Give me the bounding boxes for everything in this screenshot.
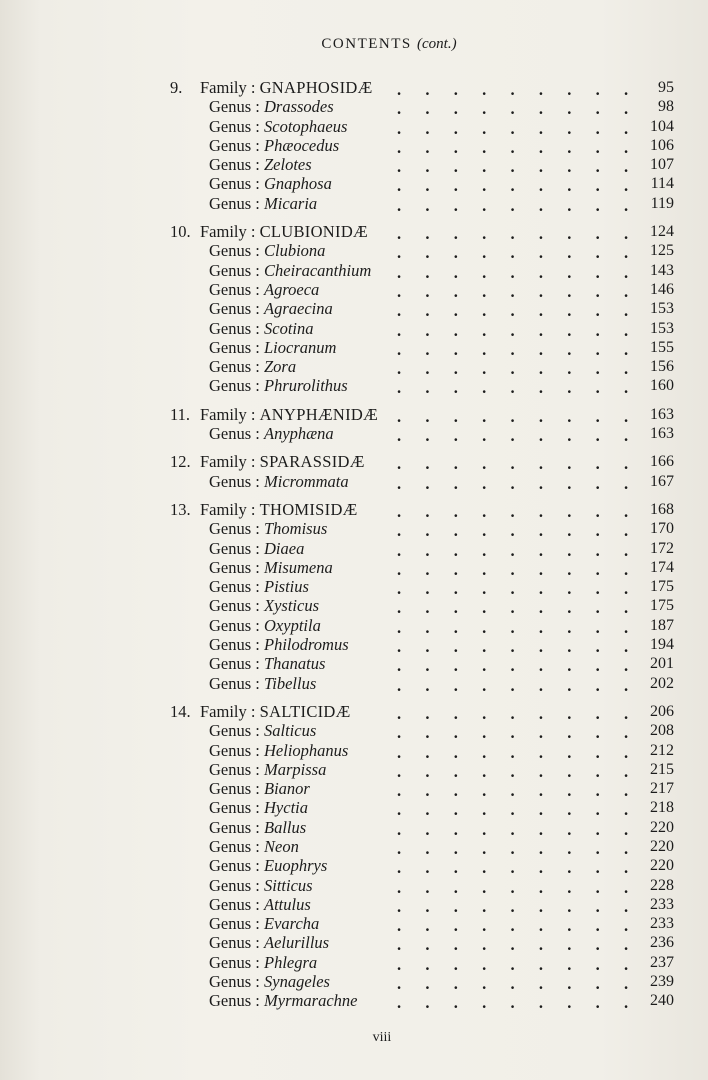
- family-name: ANYPHÆNIDÆ: [259, 404, 379, 424]
- dot-leader: . . . . . . . . .: [396, 176, 629, 196]
- genus-page-number: 153: [650, 300, 674, 318]
- genus-heading: [209, 136, 339, 155]
- family-label: Family :: [200, 404, 256, 424]
- genus-label: Genus :: [209, 894, 260, 914]
- genus-row: [0, 741, 708, 760]
- genus-name: Liocranum: [264, 337, 337, 357]
- dot-leader: . . . . . . . . .: [396, 118, 629, 138]
- dot-leader: . . . . . . . . .: [396, 742, 629, 762]
- dot-leader: . . . . . . . . .: [396, 819, 629, 839]
- dot-leader: . . . . . . . . .: [396, 320, 629, 340]
- genus-label: Genus :: [209, 424, 260, 444]
- genus-name: Hyctia: [264, 798, 308, 818]
- genus-label: Genus :: [209, 97, 260, 117]
- genus-row: [0, 261, 708, 280]
- genus-row: [0, 472, 708, 491]
- dot-leader: . . . . . . . . .: [396, 359, 629, 379]
- family-name: GNAPHOSIDÆ: [259, 78, 373, 97]
- genus-heading: [209, 424, 334, 443]
- genus-page-number: 220: [650, 857, 674, 875]
- dot-leader: . . . . . . . . .: [396, 540, 629, 560]
- genus-heading: [209, 357, 296, 376]
- genus-name: Myrmarachne: [264, 991, 358, 1011]
- dot-leader: . . . . . . . . .: [396, 617, 629, 637]
- genus-page-number: 172: [650, 539, 674, 557]
- genus-row: [0, 895, 708, 914]
- genus-name: Agroeca: [264, 279, 320, 299]
- dot-leader: . . . . . . . . .: [396, 99, 629, 119]
- page-number: viii: [372, 1030, 392, 1045]
- genus-page-number: 175: [650, 597, 674, 615]
- genus-name: Evarcha: [264, 914, 320, 934]
- genus-page-number: 236: [650, 934, 674, 952]
- genus-row: [0, 155, 708, 177]
- genus-row: [0, 194, 708, 213]
- genus-heading: [209, 798, 308, 817]
- genus-heading: [209, 472, 349, 491]
- family-entry: [0, 222, 708, 396]
- genus-label: Genus :: [209, 836, 260, 856]
- genus-name: Drassodes: [264, 97, 334, 117]
- dot-leader: . . . . . . . . .: [396, 675, 629, 695]
- genus-label: Genus :: [209, 260, 260, 280]
- genus-label: Genus :: [209, 952, 260, 972]
- family-heading: [170, 500, 358, 519]
- genus-heading: [209, 876, 313, 895]
- genus-name: Aelurillus: [264, 933, 330, 953]
- family-page-number: 206: [650, 702, 674, 720]
- genus-page-number: 170: [650, 520, 674, 538]
- genus-label: Genus :: [209, 241, 260, 261]
- genus-name: Neon: [264, 836, 299, 856]
- genus-heading: [209, 674, 316, 693]
- genus-heading: [209, 539, 304, 558]
- genus-name: Phlegra: [264, 952, 318, 972]
- genus-page-number: 114: [650, 175, 674, 193]
- dot-leader: . . . . . . . . .: [396, 935, 629, 955]
- genus-heading: [209, 241, 325, 260]
- genus-heading: [209, 261, 371, 280]
- family-page-number: 163: [650, 405, 674, 423]
- genus-row: [0, 376, 708, 398]
- genus-row: [0, 818, 708, 837]
- genus-heading: [209, 818, 306, 837]
- genus-page-number: 228: [650, 876, 674, 894]
- genus-page-number: 220: [650, 837, 674, 855]
- dot-leader: . . . . . . . . .: [396, 243, 629, 263]
- genus-row: [0, 338, 708, 357]
- genus-heading: [209, 933, 329, 952]
- genus-page-number: 233: [650, 915, 674, 933]
- genus-row: [0, 856, 708, 878]
- family-row: [0, 222, 708, 244]
- genus-label: Genus :: [209, 933, 260, 953]
- genus-row: [0, 519, 708, 541]
- dot-leader: . . . . . . . . .: [396, 339, 629, 359]
- dot-leader: . . . . . . . . .: [396, 80, 629, 99]
- genus-row: [0, 136, 708, 155]
- genus-row: [0, 241, 708, 263]
- family-page-number: 168: [650, 500, 674, 518]
- genus-label: Genus :: [209, 557, 260, 577]
- genus-row: [0, 539, 708, 558]
- genus-heading: [209, 616, 321, 635]
- dot-leader: . . . . . . . . .: [396, 454, 629, 474]
- genus-page-number: 98: [658, 98, 674, 116]
- genus-label: Genus :: [209, 972, 260, 992]
- genus-label: Genus :: [209, 635, 260, 655]
- dot-leader: . . . . . . . . .: [396, 896, 629, 916]
- genus-name: Oxyptila: [264, 615, 321, 635]
- genus-page-number: 201: [650, 655, 674, 673]
- family-row: [0, 452, 708, 474]
- genus-name: Cheiracanthium: [264, 260, 372, 280]
- genus-label: Genus :: [209, 721, 260, 741]
- genus-heading: [209, 117, 347, 136]
- genus-row: [0, 616, 708, 635]
- genus-heading: [209, 779, 310, 798]
- family-number: 10.: [170, 222, 191, 242]
- family-number: 14.: [170, 701, 191, 721]
- genus-label: Genus :: [209, 116, 260, 136]
- genus-label: Genus :: [209, 817, 260, 837]
- genus-row: [0, 174, 708, 196]
- genus-heading: [209, 174, 332, 193]
- genus-row: [0, 837, 708, 856]
- genus-row: [0, 280, 708, 299]
- genus-row: [0, 97, 708, 119]
- running-header: [0, 36, 708, 53]
- genus-label: Genus :: [209, 615, 260, 635]
- genus-page-number: 187: [650, 616, 674, 634]
- genus-heading: [209, 319, 314, 338]
- header-title: CONTENTS: [321, 36, 412, 52]
- genus-label: Genus :: [209, 673, 260, 693]
- genus-page-number: 175: [650, 578, 674, 596]
- genus-name: Pistius: [264, 577, 309, 597]
- family-heading: [170, 702, 351, 721]
- family-heading: [170, 78, 373, 97]
- genus-name: Attulus: [264, 894, 311, 914]
- family-label: Family :: [200, 701, 256, 721]
- dot-leader: . . . . . . . . .: [396, 993, 629, 1013]
- genus-label: Genus :: [209, 135, 260, 155]
- genus-row: [0, 357, 708, 379]
- family-entry: [0, 452, 708, 491]
- genus-heading: [209, 97, 334, 116]
- dot-leader: . . . . . . . . .: [396, 195, 629, 215]
- genus-name: Diaea: [264, 538, 305, 558]
- genus-heading: [209, 895, 311, 914]
- dot-leader: . . . . . . . . .: [396, 559, 629, 579]
- family-entry: [0, 702, 708, 1011]
- genus-heading: [209, 760, 326, 779]
- dot-leader: . . . . . . . . .: [396, 781, 629, 801]
- family-name: CLUBIONIDÆ: [259, 222, 369, 242]
- family-heading: [170, 222, 368, 241]
- genus-label: Genus :: [209, 740, 260, 760]
- genus-name: Thomisus: [264, 519, 328, 539]
- genus-page-number: 174: [650, 558, 674, 576]
- family-number: 9.: [170, 78, 183, 97]
- dot-leader: . . . . . . . . .: [396, 974, 629, 994]
- genus-row: [0, 596, 708, 618]
- genus-name: Scotina: [264, 318, 314, 338]
- dot-leader: . . . . . . . . .: [396, 262, 629, 282]
- genus-heading: [209, 991, 357, 1010]
- genus-name: Zelotes: [264, 155, 312, 175]
- genus-row: [0, 933, 708, 955]
- genus-name: Bianor: [264, 779, 310, 799]
- genus-page-number: 208: [650, 722, 674, 740]
- family-page-number: 166: [650, 453, 674, 471]
- genus-label: Genus :: [209, 471, 260, 491]
- family-row: [0, 405, 708, 424]
- genus-heading: [209, 914, 319, 933]
- family-entry: [0, 78, 708, 213]
- genus-label: Genus :: [209, 798, 260, 818]
- family-name: THOMISIDÆ: [259, 499, 358, 519]
- genus-label: Genus :: [209, 914, 260, 934]
- genus-page-number: 167: [650, 472, 674, 490]
- genus-page-number: 107: [650, 156, 674, 174]
- genus-label: Genus :: [209, 519, 260, 539]
- genus-name: Synageles: [264, 972, 330, 992]
- family-row: [0, 500, 708, 519]
- dot-leader: . . . . . . . . .: [396, 703, 629, 723]
- genus-page-number: 194: [650, 636, 674, 654]
- genus-row: [0, 558, 708, 577]
- genus-name: Marpissa: [264, 759, 327, 779]
- genus-page-number: 143: [650, 261, 674, 279]
- genus-page-number: 119: [650, 194, 674, 212]
- genus-heading: [209, 155, 312, 174]
- dot-leader: . . . . . . . . .: [396, 838, 629, 858]
- genus-page-number: 104: [650, 117, 674, 135]
- dot-leader: . . . . . . . . .: [396, 916, 629, 936]
- genus-heading: [209, 338, 336, 357]
- genus-heading: [209, 654, 325, 673]
- genus-heading: [209, 280, 319, 299]
- dot-leader: . . . . . . . . .: [396, 378, 629, 398]
- genus-page-number: 160: [650, 377, 674, 395]
- genus-name: Phæocedus: [264, 135, 340, 155]
- genus-row: [0, 760, 708, 779]
- genus-heading: [209, 558, 333, 577]
- dot-leader: . . . . . . . . .: [396, 800, 629, 820]
- genus-row: [0, 914, 708, 936]
- genus-heading: [209, 837, 299, 856]
- dot-leader: . . . . . . . . .: [396, 761, 629, 781]
- family-page-number: 95: [658, 79, 674, 96]
- genus-page-number: 202: [650, 674, 674, 692]
- family-number: 12.: [170, 452, 191, 472]
- genus-page-number: 215: [650, 760, 674, 778]
- dot-leader: . . . . . . . . .: [396, 598, 629, 618]
- genus-name: Agraecina: [264, 299, 333, 319]
- genus-name: Heliophanus: [264, 740, 349, 760]
- genus-page-number: 106: [650, 136, 674, 154]
- genus-name: Zora: [264, 357, 297, 377]
- genus-page-number: 237: [650, 953, 674, 971]
- genus-name: Gnaphosa: [264, 174, 332, 194]
- genus-page-number: 220: [650, 818, 674, 836]
- dot-leader: . . . . . . . . .: [396, 281, 629, 301]
- dot-leader: . . . . . . . . .: [396, 301, 629, 321]
- genus-name: Xysticus: [264, 596, 319, 616]
- genus-name: Thanatus: [264, 654, 326, 674]
- genus-name: Sitticus: [264, 875, 313, 895]
- genus-heading: [209, 721, 316, 740]
- genus-row: [0, 577, 708, 599]
- genus-heading: [209, 519, 327, 538]
- genus-name: Salticus: [264, 721, 317, 741]
- dot-leader: . . . . . . . . .: [396, 637, 629, 657]
- genus-row: [0, 635, 708, 657]
- genus-row: [0, 876, 708, 895]
- genus-heading: [209, 856, 327, 875]
- dot-leader: . . . . . . . . .: [396, 224, 629, 244]
- dot-leader: . . . . . . . . .: [396, 723, 629, 743]
- dot-leader: . . . . . . . . .: [396, 579, 629, 599]
- genus-row: [0, 721, 708, 743]
- genus-page-number: 163: [650, 425, 674, 443]
- family-row: [0, 78, 708, 97]
- genus-label: Genus :: [209, 596, 260, 616]
- genus-page-number: 153: [650, 319, 674, 337]
- dot-leader: . . . . . . . . .: [396, 501, 629, 521]
- family-heading: [170, 405, 378, 424]
- genus-heading: [209, 953, 317, 972]
- genus-label: Genus :: [209, 654, 260, 674]
- genus-heading: [209, 972, 330, 991]
- contents-list: [0, 78, 708, 1020]
- genus-name: Micrommata: [264, 471, 349, 491]
- genus-heading: [209, 741, 348, 760]
- genus-page-number: 233: [650, 895, 674, 913]
- genus-name: Misumena: [264, 557, 333, 577]
- family-entry: [0, 500, 708, 693]
- dot-leader: . . . . . . . . .: [396, 473, 629, 493]
- genus-heading: [209, 635, 349, 654]
- genus-page-number: 146: [650, 280, 674, 298]
- genus-label: Genus :: [209, 174, 260, 194]
- genus-name: Ballus: [264, 817, 307, 837]
- genus-row: [0, 654, 708, 676]
- genus-heading: [209, 194, 317, 213]
- family-label: Family :: [200, 78, 256, 97]
- family-name: SPARASSIDÆ: [259, 452, 365, 472]
- dot-leader: . . . . . . . . .: [396, 656, 629, 676]
- family-label: Family :: [200, 452, 256, 472]
- dot-leader: . . . . . . . . .: [396, 521, 629, 541]
- genus-label: Genus :: [209, 376, 260, 396]
- family-row: [0, 702, 708, 721]
- dot-leader: . . . . . . . . .: [396, 137, 629, 157]
- genus-label: Genus :: [209, 279, 260, 299]
- genus-label: Genus :: [209, 577, 260, 597]
- genus-name: Micaria: [264, 193, 318, 213]
- genus-name: Clubiona: [264, 241, 326, 261]
- genus-row: [0, 299, 708, 321]
- genus-row: [0, 424, 708, 446]
- genus-row: [0, 779, 708, 801]
- dot-leader: . . . . . . . . .: [396, 858, 629, 878]
- genus-row: [0, 117, 708, 136]
- family-number: 13.: [170, 499, 191, 519]
- genus-row: [0, 953, 708, 972]
- genus-page-number: 218: [650, 799, 674, 817]
- genus-page-number: 155: [650, 338, 674, 356]
- genus-row: [0, 972, 708, 994]
- genus-heading: [209, 299, 333, 318]
- dot-leader: . . . . . . . . .: [396, 426, 629, 446]
- genus-page-number: 156: [650, 358, 674, 376]
- family-label: Family :: [200, 222, 256, 242]
- genus-page-number: 212: [650, 741, 674, 759]
- family-name: SALTICIDÆ: [259, 701, 351, 721]
- dot-leader: . . . . . . . . .: [396, 157, 629, 177]
- genus-label: Genus :: [209, 318, 260, 338]
- genus-name: Euophrys: [264, 856, 328, 876]
- family-heading: [170, 452, 365, 471]
- genus-label: Genus :: [209, 155, 260, 175]
- family-entry: [0, 405, 708, 444]
- genus-name: Tibellus: [264, 673, 317, 693]
- genus-heading: [209, 577, 309, 596]
- genus-row: [0, 319, 708, 338]
- genus-page-number: 125: [650, 242, 674, 260]
- dot-leader: . . . . . . . . .: [396, 877, 629, 897]
- genus-label: Genus :: [209, 779, 260, 799]
- genus-label: Genus :: [209, 856, 260, 876]
- family-number: 11.: [170, 404, 191, 424]
- genus-heading: [209, 376, 348, 395]
- genus-label: Genus :: [209, 538, 260, 558]
- genus-row: [0, 991, 708, 1013]
- genus-page-number: 240: [650, 992, 674, 1010]
- genus-label: Genus :: [209, 337, 260, 357]
- genus-label: Genus :: [209, 875, 260, 895]
- family-page-number: 124: [650, 223, 674, 241]
- dot-leader: . . . . . . . . .: [396, 954, 629, 974]
- dot-leader: . . . . . . . . .: [396, 406, 629, 426]
- genus-page-number: 217: [650, 780, 674, 798]
- genus-label: Genus :: [209, 357, 260, 377]
- genus-row: [0, 674, 708, 693]
- genus-label: Genus :: [209, 759, 260, 779]
- genus-name: Phrurolithus: [264, 376, 348, 396]
- genus-row: [0, 798, 708, 820]
- genus-label: Genus :: [209, 299, 260, 319]
- genus-label: Genus :: [209, 193, 260, 213]
- genus-heading: [209, 596, 319, 615]
- header-cont: (cont.): [417, 36, 457, 52]
- genus-name: Scotophaeus: [264, 116, 348, 136]
- genus-page-number: 239: [650, 973, 674, 991]
- genus-label: Genus :: [209, 991, 260, 1011]
- genus-name: Philodromus: [264, 635, 349, 655]
- genus-name: Anyphæna: [264, 424, 334, 444]
- family-label: Family :: [200, 499, 256, 519]
